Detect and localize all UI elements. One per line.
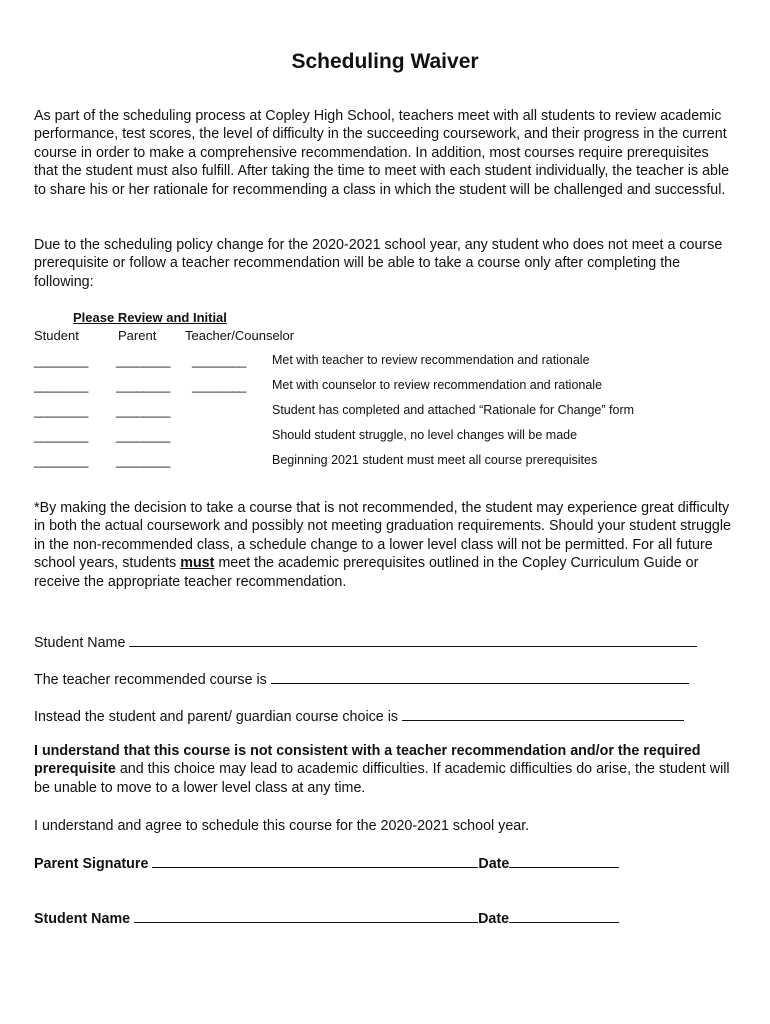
counselor-initial-blank[interactable]: ________: [192, 378, 246, 393]
review-item-text: Met with teacher to review recommendation and rationale: [272, 353, 590, 367]
student-initial-blank[interactable]: ________: [34, 453, 88, 468]
review-row: [0, 428, 770, 448]
review-item-text: Should student struggle, no level changes will be made: [272, 428, 578, 442]
teacher-course-field: [34, 669, 689, 688]
acknowledgement-bold: I understand that this course is not consistent with a teacher recommendation and/or the required prerequisite: [34, 743, 701, 778]
choice-course-line[interactable]: [402, 706, 684, 721]
parent-signature-line[interactable]: [152, 853, 478, 868]
teacher-course-line[interactable]: [271, 669, 689, 684]
review-item-text: Met with counselor to review recommendation and rationale: [272, 378, 603, 392]
choice-course-label: Instead the student and parent/ guardian course choice is: [34, 709, 402, 725]
student-initial-blank[interactable]: ________: [34, 378, 88, 393]
parent-initial-blank[interactable]: ________: [116, 428, 170, 443]
disclaimer-text-2: meet the academic prerequisites outlined in the Copley Curriculum Guide or receive the appropriate teacher recommendation.: [34, 555, 699, 590]
date-label: Date: [478, 911, 510, 927]
parent-signature-label: Parent Signature: [34, 856, 153, 872]
student-date-line[interactable]: [509, 908, 619, 923]
column-student: Student: [34, 328, 79, 343]
disclaimer-emphasis: must: [180, 555, 215, 572]
choice-course-field: [34, 706, 684, 725]
review-row: [0, 353, 770, 373]
parent-date-line[interactable]: [509, 853, 619, 868]
acknowledgement-rest: and this choice may lead to academic difficulties. If academic difficulties do arise, the student will be unable to move to a lower level class at any time.: [34, 761, 730, 796]
student-name-label: Student Name: [34, 635, 130, 651]
student-signature-field: [34, 908, 619, 927]
column-teacher-counselor: Teacher/Counselor: [185, 328, 295, 343]
intro-paragraph: As part of the scheduling process at Copley High School, teachers meet with all students to review academic performance, test scores, the level of difficulty in the succeeding coursework, and their progress in the current course in order to make a comprehensive recommendation. In addition, most courses require prerequisites that the student must also fulfill. After taking the time to meet with each student individually, the teacher is able to share his or her rationale for recommending a class in which the student will be challenged and successful.: [34, 108, 730, 198]
review-row: [0, 453, 770, 473]
review-item-text: Beginning 2021 student must meet all course prerequisites: [272, 453, 598, 467]
date-label: Date: [478, 856, 510, 872]
review-item-text: Student has completed and attached “Rationale for Change” form: [272, 403, 635, 417]
teacher-course-label: The teacher recommended course is: [34, 672, 271, 688]
parent-initial-blank[interactable]: ________: [116, 453, 170, 468]
policy-paragraph: Due to the scheduling policy change for the 2020-2021 school year, any student who does not meet a course prerequisite or follow a teacher recommendation will be able to take a course only after completing the following:: [34, 237, 723, 290]
student-signature-line[interactable]: [134, 908, 478, 923]
review-row: [0, 403, 770, 423]
parent-initial-blank[interactable]: ________: [116, 353, 170, 368]
review-row: [0, 378, 770, 398]
student-initial-blank[interactable]: ________: [34, 353, 88, 368]
disclaimer-text-1: *By making the decision to take a course that is not recommended, the student may experience great difficulty in both the actual coursework and possibly not meeting graduation requirements. Should your student struggle in the non-recommended class, a schedule change to a lower level class will not be permitted. For all future school years, students: [34, 500, 731, 572]
page-title: Scheduling Waiver: [291, 50, 479, 73]
acknowledgement-paragraph: [34, 742, 734, 797]
student-signature-label: Student Name: [34, 911, 135, 927]
review-heading: Please Review and Initial: [73, 310, 227, 325]
student-name-field: [34, 632, 697, 651]
column-parent: Parent: [118, 328, 157, 343]
parent-signature-field: [34, 853, 619, 872]
parent-initial-blank[interactable]: ________: [116, 378, 170, 393]
teacher-initial-blank[interactable]: ________: [192, 353, 246, 368]
student-initial-blank[interactable]: ________: [34, 428, 88, 443]
disclaimer-paragraph: [34, 499, 734, 591]
parent-initial-blank[interactable]: ________: [116, 403, 170, 418]
student-initial-blank[interactable]: ________: [34, 403, 88, 418]
student-name-line[interactable]: [129, 632, 697, 647]
agreement-text: I understand and agree to schedule this course for the 2020-2021 school year.: [34, 818, 530, 834]
